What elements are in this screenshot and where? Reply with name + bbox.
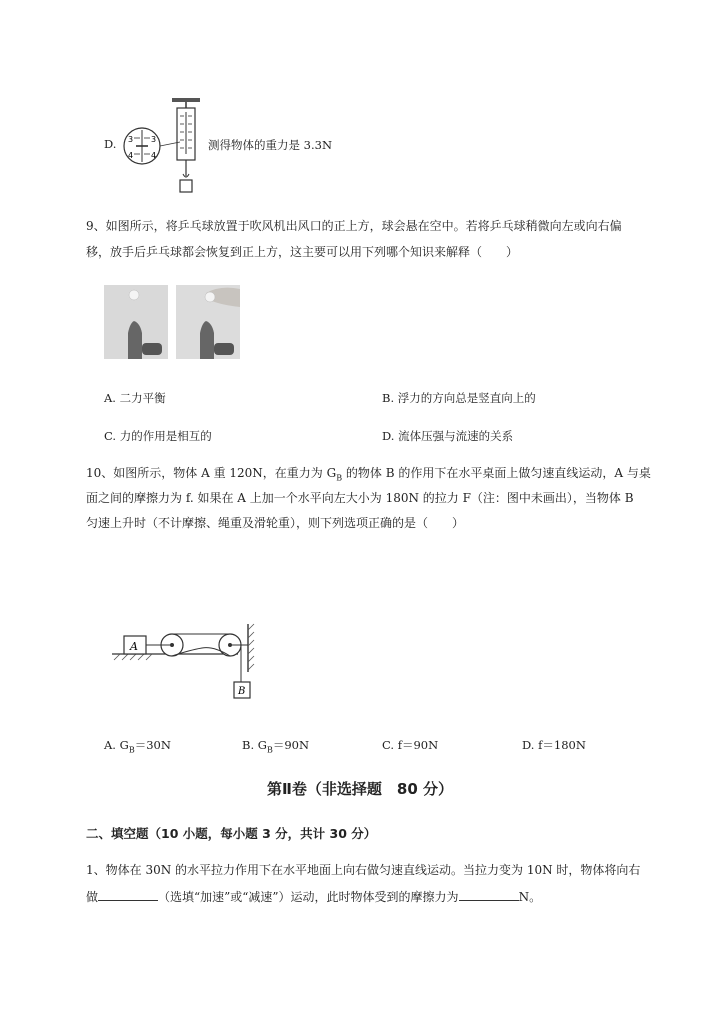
fill-q1-line2: 做 （选填“加速”或“减速”）运动，此时物体受到的摩擦力为 N。: [86, 890, 542, 904]
answer-blank-1[interactable]: [98, 888, 158, 901]
ping-pong-ball: [129, 290, 139, 300]
hair-dryer-nozzle: [200, 321, 214, 359]
q10-option-d[interactable]: D. f＝180N: [522, 738, 586, 752]
q10-stem-line1: 10、如图所示，物体 A 重 120N，在重力为 $G_B$ 的物体 B 的作用下在水平桌面上做匀速直线运动，A 与桌: [86, 466, 651, 483]
q10-option-a[interactable]: A. $G_B=30N$: [104, 738, 171, 755]
dial-number: 3: [151, 135, 157, 144]
hair-dryer-nozzle: [128, 321, 142, 359]
fill-in-blank-heading: 二、填空题（10 小题，每小题 3 分，共计 30 分）: [86, 826, 377, 841]
spring-scale-figure: [120, 96, 210, 196]
q10-stem-line3: 匀速上升时（不计摩擦、绳重及滑轮重），则下列选项正确的是（ ）: [86, 516, 465, 530]
ping-pong-ball: [205, 292, 215, 302]
q9-stem-line2: 移，放手后乒乓球都会恢复到正上方，这主要可以用下列哪个知识来解释（ ）: [86, 245, 519, 259]
q10-stem-line2: 面之间的摩擦力为 f. 如果在 A 上加一个水平向左大小为 180N 的拉力 F（注：图中未画出），当物体 B: [86, 491, 634, 505]
pulley-figure: [110, 620, 260, 704]
dial-number: 4: [128, 151, 134, 160]
q8-option-d-label: D.: [104, 137, 117, 151]
block-b-label: B: [238, 686, 246, 697]
weight-block: [180, 180, 192, 192]
q9-photo-right: [176, 285, 240, 359]
q9-photo-left: [104, 285, 168, 359]
fill-q1-line1: 1、物体在 30N 的水平拉力作用下在水平地面上向右做匀速直线运动。当拉力变为 10N 时，物体将向右: [86, 863, 641, 877]
q10-option-c[interactable]: C. f＝90N: [382, 738, 439, 752]
section-2-title: 第Ⅱ卷（非选择题 80 分）: [267, 780, 453, 798]
q9-option-c[interactable]: C. 力的作用是相互的: [104, 429, 212, 443]
q8-option-d-text: 测得物体的重力是 3.3N: [208, 138, 333, 152]
q10-option-b[interactable]: B. $G_B=90N$: [242, 738, 310, 755]
q9-option-b[interactable]: B. 浮力的方向总是竖直向上的: [382, 391, 536, 405]
dial-number: 4: [151, 151, 157, 160]
block-a-label: A: [130, 640, 138, 653]
q9-option-d[interactable]: D. 流体压强与流速的关系: [382, 429, 514, 443]
ceiling-mount: [172, 98, 200, 102]
q9-stem-line1: 9、如图所示，将乒乓球放置于吹风机出风口的正上方，球会悬在空中。若将乒乓球稍微向左或向右偏: [86, 219, 622, 233]
dial-number: 3: [128, 135, 134, 144]
q9-option-a[interactable]: A. 二力平衡: [104, 391, 166, 405]
answer-blank-2[interactable]: [459, 888, 519, 901]
